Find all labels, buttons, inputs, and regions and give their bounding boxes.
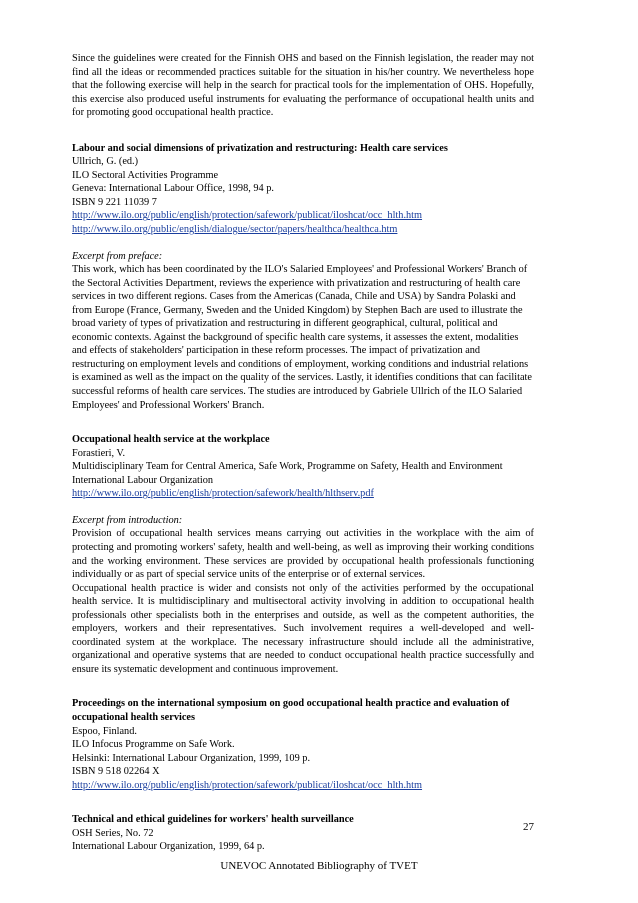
entry-line: OSH Series, No. 72 xyxy=(72,827,154,839)
entry-line: ISBN 9 221 11039 7 xyxy=(72,196,157,208)
page-footer: UNEVOC Annotated Bibliography of TVET xyxy=(220,860,418,872)
intro-paragraph: Since the guidelines were created for the Finnish OHS and based on the Finnish legislation, the reader may not find all the ideas or recommended practices suitable for the situation in his/her country. We nevertheless hope that the following exercise will help in the search for practical tools for the implementation of OHS. Hopefully, this exercise also produced useful instruments for evaluating the performance of occupational health units and for promoting good occupational health practice. xyxy=(72,53,534,119)
entry-link[interactable]: http://www.ilo.org/public/english/protection/safework/health/hlthserv.pdf xyxy=(72,488,374,500)
entry-title: Proceedings on the international symposium on good occupational health practice and evaluation of occupational health services xyxy=(72,698,510,723)
excerpt-text: Occupational health practice is wider and consists not only of the activities performed by the occupational health service. It is multidisciplinary and multisectoral activity involving in addition to occupational health professionals other specialists both in the enterprises and outside, as well as the competent authorities, the employers, workers and their representatives. Such involvement requires a well-developed and well-coordinated system at the workplace. The necessary infrastructure should include all the administrative, organizational and operative systems that are needed to conduct occupational health practice successfully and ensure its systematic development and continuous improvement. xyxy=(72,582,534,675)
excerpt-text: This work, which has been coordinated by the ILO's Salaried Employees' and Professional Workers' Branch of the Sectoral Activities Department, reviews the experience with privatization and restructuring of health care services in two different regions. Cases from the Americas (Canada, Chile and USA) by Sandra Polaski and from Europe (France, Germany, Sweden and the Unided Kingdom) by Stephen Bach are used to illustrate the broad variety of types of privatization and restructuring in different geographical, cultural, political and economic contexts. Against the background of specific health care systems, it assesses the extent, modalities and effects of stakeholders' participation in these reform processes. The impact of privatization and restructuring on employment levels and conditions of employment, working conditions and industrial relations is examined as well as the impact on the quality of the services. Lastly, it identifies conditions that can facilitate successful reforms of health care services. The studies are introduced by Gabriele Ullrich of the ILO Salaried Employees' and Professional Workers' Branch. xyxy=(72,264,532,411)
excerpt-label: Excerpt from introduction: xyxy=(72,514,183,526)
entry-title: Occupational health service at the workplace xyxy=(72,434,270,446)
entry-line: ILO Sectoral Activities Programme xyxy=(72,169,219,181)
bibliography-entry xyxy=(72,142,534,412)
entry-line: Forastieri, V. xyxy=(72,447,126,459)
entry-link[interactable]: http://www.ilo.org/public/english/dialogue/sector/papers/healthca/healthca.htm xyxy=(72,224,398,236)
entry-line: Helsinki: International Labour Organization, 1999, 109 p. xyxy=(72,752,311,764)
entry-title: Labour and social dimensions of privatization and restructuring: Health care services xyxy=(72,142,448,154)
excerpt-label: Excerpt from preface: xyxy=(72,250,163,262)
entry-line: International Labour Organization xyxy=(72,474,214,486)
bibliography-entry xyxy=(72,813,534,854)
entry-line: Espoo, Finland. xyxy=(72,725,137,737)
entry-line: ISBN 9 518 02264 X xyxy=(72,766,160,778)
page-number: 27 xyxy=(523,821,534,833)
entry-title: Technical and ethical guidelines for workers' health surveillance xyxy=(72,814,354,826)
page-body xyxy=(72,52,534,875)
entry-link[interactable]: http://www.ilo.org/public/english/protection/safework/publicat/iloshcat/occ_hlth.htm xyxy=(72,779,423,791)
entry-line: Ullrich, G. (ed.) xyxy=(72,156,139,168)
bibliography-entry xyxy=(72,433,534,676)
entry-link[interactable]: http://www.ilo.org/public/english/protection/safework/publicat/iloshcat/occ_hlth.htm xyxy=(72,210,423,222)
excerpt-text: Provision of occupational health services means carrying out activities in the workplace with the aim of protecting and promoting workers' safety, health and well-being, as well as improving their working conditions and the working environment. These services are provided by occupational health professionals functioning individually or as part of special service units of the enterprise or of external services. xyxy=(72,528,534,581)
entry-line: Geneva: International Labour Office, 1998, 94 p. xyxy=(72,183,274,195)
entry-line: ILO Infocus Programme on Safe Work. xyxy=(72,739,235,751)
entry-line: International Labour Organization, 1999, 64 p. xyxy=(72,841,265,853)
bibliography-entry xyxy=(72,697,534,792)
entry-line: Multidisciplinary Team for Central America, Safe Work, Programme on Safety, Health and Environment xyxy=(72,461,503,473)
